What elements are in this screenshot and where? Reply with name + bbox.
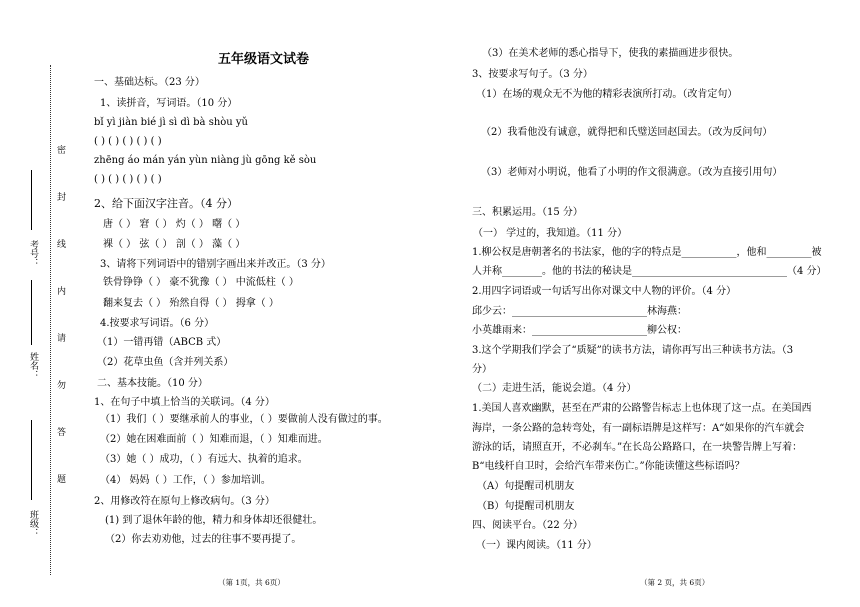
left-line: 2、给下面汉字注音。（4 分） bbox=[94, 197, 238, 210]
seal-line bbox=[50, 65, 51, 575]
left-line: 一、基础达标。（23 分） bbox=[94, 77, 205, 88]
left-line: 3、请将下列词语中的错别字画出来并改正。（3 分） bbox=[100, 259, 331, 270]
right-line: （B）句提醒司机朋友 bbox=[477, 501, 575, 512]
right-line: 3.这个学期我们学会了“质疑”的读书方法，请你再写出三种读书方法。（3 bbox=[472, 345, 794, 356]
right-line: 分） bbox=[472, 364, 492, 375]
left-line: ( ) ( ) ( ) ( ) ( ) bbox=[94, 174, 162, 185]
right-line: B“电线杆自卫时，会给汽车带来伤亡。”你能读懂这些标语吗？ bbox=[472, 461, 745, 472]
right-line: （3）在美术老师的悉心指导下，使我的素描画进步很快。 bbox=[482, 48, 739, 59]
seal-text bbox=[54, 145, 67, 521]
right-line: 四、阅读平台。（22 分） bbox=[472, 520, 583, 531]
right-line: （A）句提醒司机朋友 bbox=[477, 481, 575, 492]
right-line: 海岸，一条公路的急转弯处，有一副标语牌是这样写：A“如果你的汽车就会 bbox=[472, 423, 805, 434]
left-line: （2）你去劝劝他，过去的往事不要再提了。 bbox=[105, 534, 302, 545]
seal-char: 请 bbox=[55, 333, 65, 380]
left-line: （1）我们（ ）要继承前人的事业，（ ）要做前人没有做过的事。 bbox=[100, 414, 388, 425]
left-line: 1、读拼音，写词语。（10 分） bbox=[100, 98, 238, 109]
name-label: 姓名： bbox=[28, 352, 38, 379]
class-label: 班级： bbox=[28, 510, 38, 537]
left-line: （2）花草虫鱼（含并列关系） bbox=[97, 357, 234, 368]
left-line: （1）一错再错（ABCB 式） bbox=[97, 337, 227, 348]
right-line: 人并称________。他的书法的秘诀是_______________________________（4 分） bbox=[472, 266, 827, 277]
right-line: 小英雄雨来：_______________________柳公权： bbox=[472, 325, 687, 336]
name-line bbox=[31, 280, 32, 345]
seal-char: 密 bbox=[55, 145, 65, 192]
left-line: bǐ yì jiàn bié jì sì dì bà shòu yǔ bbox=[94, 117, 248, 128]
left-line: 唐（ ） 窘（ ） 灼（ ） 曙（ ） bbox=[103, 219, 246, 230]
left-line: 铁骨铮铮（ ） 豪不犹豫（ ） 中流低柱（ ） bbox=[103, 277, 299, 288]
left-line: 二、基本技能。（10 分） bbox=[97, 378, 208, 389]
left-line: 翻来复去（ ） 殆然自得（ ） 拇拿（ ） bbox=[103, 298, 279, 309]
left-line: （2）她在困难面前（ ）知难而退，（ ）知难而进。 bbox=[100, 434, 328, 445]
left-line: (1) 到了退休年龄的他，精力和身体却还很健壮。 bbox=[105, 515, 323, 526]
seal-char: 题 bbox=[55, 474, 65, 521]
left-line: 2、用修改符在原句上修改病句。（3 分） bbox=[94, 496, 275, 507]
seal-char: 答 bbox=[55, 427, 65, 474]
right-line: 3、按要求写句子。（3 分） bbox=[472, 69, 593, 80]
right-line: （1）在场的观众无不为他的精彩表演所打动。（改肯定句） bbox=[476, 89, 738, 100]
right-line: 三、积累运用。（15 分） bbox=[472, 207, 583, 218]
left-line: （4） 妈妈（ ）工作，（ ）参加培训。 bbox=[100, 475, 271, 486]
seal-char: 勿 bbox=[55, 380, 65, 427]
right-line: 邱少云：___________________________林海燕： bbox=[472, 306, 687, 317]
class-line bbox=[31, 420, 32, 500]
seal-char: 封 bbox=[55, 192, 65, 239]
right-line: （二）走进生活，能说会道。（4 分） bbox=[472, 383, 637, 394]
right-line: （一） 学过的，我知道。（11 分） bbox=[473, 228, 628, 239]
seal-char: 线 bbox=[55, 239, 65, 286]
right-line: 1.美国人喜欢幽默，甚至在严肃的公路警告标志上也体现了这一点。在美国西 bbox=[472, 403, 812, 414]
footer-page-1: （第 1页，共 6页） bbox=[218, 578, 285, 587]
right-line: （3）老师对小明说，他看了小明的作文很满意。（改为直接引用句） bbox=[481, 167, 783, 178]
exam-no-label: 考号： bbox=[28, 240, 38, 267]
right-line: 1.柳公权是唐朝著名的书法家，他的字的特点是___________，他和_________被 bbox=[472, 247, 822, 258]
footer-page-2: （第 2 页，共 6页） bbox=[640, 578, 710, 587]
right-line: 2.用四字词语或一句话写出你对课文中人物的评价。（4 分） bbox=[472, 286, 737, 297]
right-line: 游泳的话，请照直开，不必刹车。”在长岛公路路口，在一块警告牌上写着： bbox=[472, 442, 803, 453]
exam-no-line bbox=[31, 170, 32, 230]
seal-char: 内 bbox=[55, 286, 65, 333]
left-line: 裸（ ） 弦（ ） 剖（ ） 藻（ ） bbox=[103, 239, 246, 250]
left-line: ( ) ( ) ( ) ( ) ( ) bbox=[94, 136, 162, 147]
left-line: （3）她（ ）成功，（ ）有远大、执着的追求。 bbox=[100, 454, 308, 465]
right-line: （一）课内阅读。（11 分） bbox=[476, 540, 597, 551]
left-line: 4.按要求写词语。（6 分） bbox=[100, 318, 215, 329]
right-line: （2）我看他没有诚意，就得把和氏璧送回赵国去。（改为反问句） bbox=[481, 127, 773, 138]
page-title: 五年级语文试卷 bbox=[218, 52, 310, 67]
left-line: zhēng áo mán yán yùn niàng jù gōng kě sòu bbox=[94, 155, 317, 166]
left-line: 1、在句子中填上恰当的关联词。（4 分） bbox=[94, 397, 275, 408]
